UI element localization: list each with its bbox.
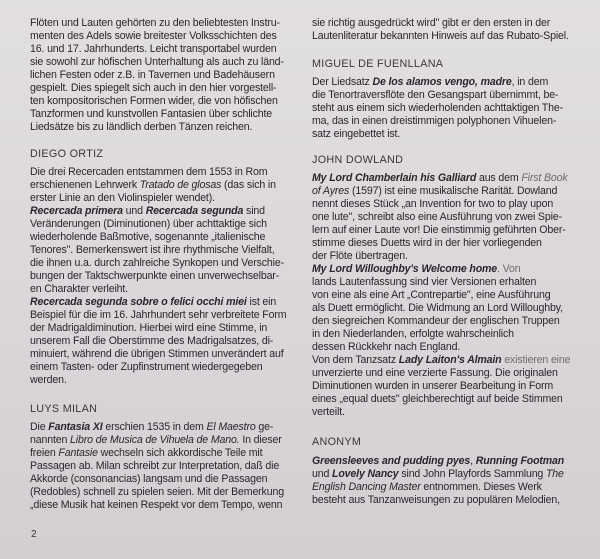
text: und [312,468,330,480]
ortiz-line-6: wiederholende Baßmotive, sogenannte „italienische [30,231,266,243]
ortiz-line-2 [30,179,276,192]
text: Die [30,421,46,433]
fuenllana-line-2: die Tenortraversflöte den Gesangspart übernimmt, be- [312,89,559,101]
milan-line-7: „diese Musik hat keinen Respekt vor dem Tempo, wenn [30,499,283,511]
ortiz-line-11 [30,296,276,309]
text: ge- [258,421,274,433]
milan-line-2 [30,434,282,447]
cont-line-1: sie richtig ausgedrückt wird" gibt er den ersten in der [312,17,551,29]
text: entnommen. Dieses Werk [423,481,542,493]
text: freien [30,447,56,459]
page-number: 2 [31,529,37,540]
dowland-line-11: als Duett ermöglicht. Die Widmung an Lord Willoughby, [312,302,563,314]
text: wechseln sich akkordische Teile mit [100,447,263,459]
dowland-line-9: lands Lautenfassung sind vier Versionen erhalten [312,276,537,288]
piece-title: Recercada segunda sobre o felici occhi miei [30,296,247,308]
text: , in dem [511,76,549,88]
dowland-line-17: Diminutionen wurden in unserer Bearbeitung in Form [312,380,553,392]
piece-title: Running Footman [475,455,565,467]
work-title: Fantasie [58,447,98,459]
section-heading-ortiz: DIEGO ORTIZ [30,148,104,160]
intro-line-5: lichen Festen oder z.B. in Tavernen und Badehäusern [30,69,275,81]
text: , [470,455,473,467]
piece-title: My Lord Chamberlain his Galliard [312,172,477,184]
ortiz-line-3: erster Linie an den Violinspieler wendet). [30,192,215,204]
intro-line-3: 16. und 17. Jahrhunderts. Leicht transportabel wurden [30,43,277,55]
text: Der Liedsatz [312,76,370,88]
dowland-line-5: lern auf einer Laute vor! Die einstimmig geführten Ober- [312,224,566,236]
text: sind John Playfords Sammlung [401,468,544,480]
milan-line-3 [30,447,262,460]
anonym-line-2 [312,468,564,481]
ortiz-line-14: unserem Fall die Oberstimme des Madrigalsatzes, di- [30,335,274,347]
section-heading-dowland: JOHN DOWLAND [312,154,404,166]
piece-title: Greensleeves and pudding pyes [312,455,471,467]
work-title: English Dancing Master [312,481,421,493]
dowland-line-14: dessen Rückkehr nach England. [312,341,461,353]
text: erschien 1535 in dem [105,421,204,433]
dowland-line-1 [312,172,568,185]
work-title: First Book [521,172,568,184]
cont-line-2: Lautenliteratur bekannten Hinweis auf das Rubato-Spiel. [312,30,569,42]
intro-line-1: Flöten und Lauten gehörten zu den beliebtesten Instru- [30,17,280,29]
ortiz-line-5: Veränderungen (Diminutionen) über achttaktige sich [30,218,267,230]
milan-line-4: Passagen ab. Milan schreibt zur Interpretation, daß die [30,460,280,472]
text: aus dem [478,172,519,184]
text: In dieser [242,434,282,446]
piece-title: Recercada segunda [145,205,244,217]
ortiz-line-8: die ihnen u.a. durch zahlreiche Synkopen und Verschie- [30,257,284,269]
dowland-line-8 [312,263,520,276]
text: existieren eine [504,354,571,366]
ortiz-line-12: Beispiel für die im 16. Jahrhundert sehr verbreitete Form [30,309,287,321]
intro-line-4: sie sowohl zur höfischen Unterhaltung als auch zu länd- [30,56,284,68]
dowland-line-12: den siegreichen Kommandeur der englischen Truppen [312,315,560,327]
ortiz-line-10: en Charakter verleiht. [30,283,128,295]
ortiz-line-15: minuiert, während die übrigen Stimmen unverändert auf [30,348,284,360]
milan-line-1 [30,421,273,434]
ortiz-line-16: einem Tasten- oder Zupfinstrument wiedergegeben [30,361,263,373]
fuenllana-line-5: satz eingebettet ist. [312,128,401,140]
dowland-line-7: der Flöte übertragen. [312,250,408,262]
text: Von dem Tanzsatz [312,354,396,366]
intro-line-2: menten des Adels sowie breitester Volksschichten des [30,30,277,42]
work-title: of Ayres [312,185,350,197]
piece-title: Fantasia XI [48,421,103,433]
piece-title: Lady Laiton's Almain [398,354,502,366]
work-title: El Maestro [206,421,256,433]
milan-line-5: Akkorde (consonancias) langsam und die Passagen [30,473,268,485]
intro-line-8: Tanzformen und kunstvollen Fantasien über schlichte [30,108,273,120]
dowland-line-3: nennt dieses Stück „an Invention for two to play upon [312,198,554,210]
piece-title: Recercada primera [30,205,123,217]
dowland-line-4: one lute", schreibt also eine Ausführung von zwei Spie- [312,211,562,223]
work-title: The [545,468,564,480]
ortiz-line-17: werden. [30,374,67,386]
dowland-line-10: von eine als eine Art „Contrepartie", eine Ausführung [312,289,551,301]
intro-line-9: Liedsätze bis zu ländlich derben Tänzen reichen. [30,121,253,133]
dowland-line-15 [312,354,570,367]
text: erschienenen Lehrwerk [30,179,137,191]
text: ist ein [249,296,277,308]
ortiz-line-13: der Madrigaldiminution. Hierbei wird eine Stimme, in [30,322,268,334]
text: sind [246,205,265,217]
work-title: Libro de Musica de Vihuela de Mano. [70,434,240,446]
section-heading-fuenllana: MIGUEL DE FUENLLANA [312,58,444,70]
text: und [125,205,143,217]
ortiz-line-1: Die drei Recercaden entstammen dem 1553 in Rom [30,166,268,178]
fuenllana-line-3: steht aus einem sich wiederholenden achttaktigen The- [312,102,563,114]
dowland-line-16: unverzierte und eine verzierte Fassung. Die originalen [312,367,558,379]
text: nannten [30,434,68,446]
dowland-line-18: eines „equal duets" gleichberechtigt auf beide Stimmen [312,393,563,405]
ortiz-line-7: Tenores". Bemerkenswert ist ihre rhythmische Vielfalt, [30,244,275,256]
anonym-line-1 [312,455,564,468]
fuenllana-line-4: ma, das in einen dreistimmigen polyphonen Vihuelen- [312,115,557,127]
piece-title: My Lord Willoughby's Welcome home [312,263,498,275]
text: (das sich in [224,179,276,191]
dowland-line-13: in den Niederlanden, erfolgte wahrscheinlich [312,328,514,340]
dowland-line-6: stimme dieses Duetts wird in der hier vorliegenden [312,237,542,249]
dowland-line-19: verteilt. [312,406,345,418]
ortiz-line-4 [30,205,265,218]
intro-line-6: gespielt. Dies spiegelt sich auch in den hier vorgestell- [30,82,277,94]
section-heading-anonym: ANONYM [312,436,362,448]
anonym-line-4: besteht aus Tanzanweisungen zu populären Melodien, [312,494,560,506]
section-heading-milan: LUYS MILAN [30,403,98,415]
piece-title: Lovely Nancy [332,468,399,480]
piece-title: De los alamos vengo, madre [372,76,512,88]
anonym-line-3 [312,481,542,494]
text: (1597) ist eine musikalische Rarität. Dowland [351,185,558,197]
intro-line-7: ten kompositorischen Formen wider, die von höfischen [30,95,278,107]
dowland-line-2 [312,185,557,198]
fuenllana-line-1 [312,76,548,89]
milan-line-6: (Redobles) schnell zu spielen seien. Mit der Bemerkung [30,486,284,498]
work-title: Tratado de glosas [139,179,222,191]
ortiz-line-9: bungen der Taktschwerpunkte einen unverwechselbar- [30,270,280,282]
text: . Von [497,263,521,275]
